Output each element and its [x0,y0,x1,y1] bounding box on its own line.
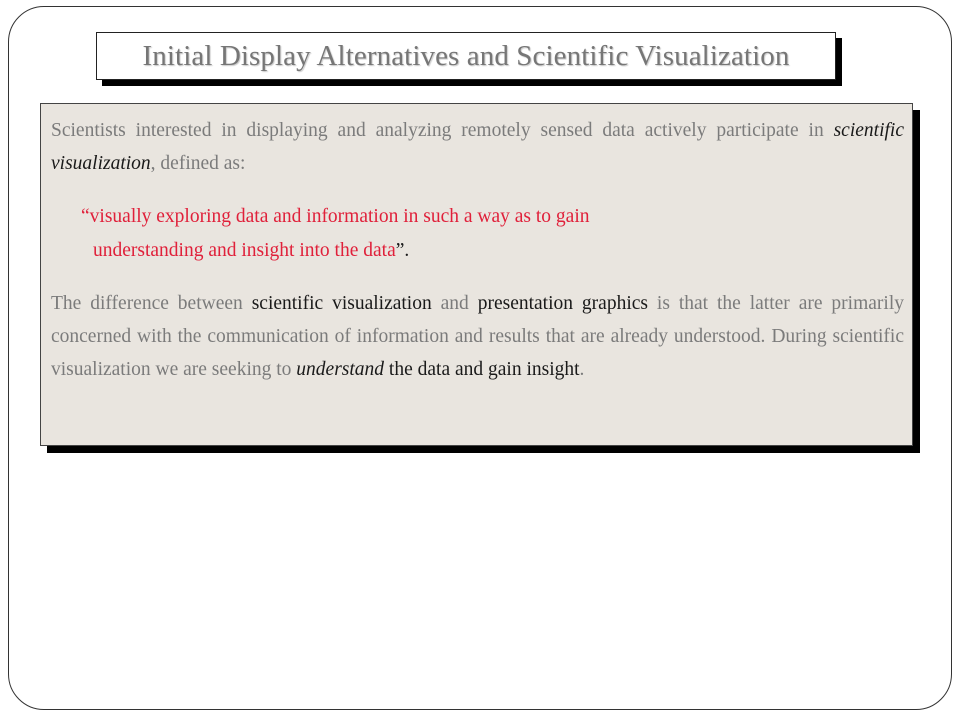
quote-open-mark: “ [81,206,90,227]
content-box [40,103,913,446]
difference-part-3: is that the latter are primarily concerned with the communication of information and results that are already understood. During scientific visualization we are seeking to [51,293,904,380]
quote-close-mark: ”. [395,240,410,261]
quote-line-1 [51,200,904,234]
term-scientific-visualization: scientific visualization [251,293,432,314]
slide-title: Initial Display Alternatives and Scientific Visualization [142,39,790,72]
intro-text-before: Scientists interested in displaying and analyzing remotely sensed data actively participate in [51,120,834,141]
quote-line-2 [51,234,904,268]
definition-quote [51,200,904,268]
intro-paragraph [51,114,904,180]
difference-end: . [579,359,585,380]
difference-emphasis: understand [296,359,385,380]
intro-emphasis: scientific visualization [51,120,904,174]
difference-part-1: The difference between [51,293,252,314]
difference-paragraph [51,287,904,386]
difference-part-2: and [431,293,478,314]
intro-text-after: , defined as: [150,153,246,174]
difference-part-4: the data and gain insight [384,359,580,380]
title-box [96,32,836,80]
quote-line-1-text: visually exploring data and information in such a way as to gain [89,206,590,227]
quote-line-2-text: understanding and insight into the data [93,240,396,261]
term-presentation-graphics: presentation graphics [477,293,648,314]
